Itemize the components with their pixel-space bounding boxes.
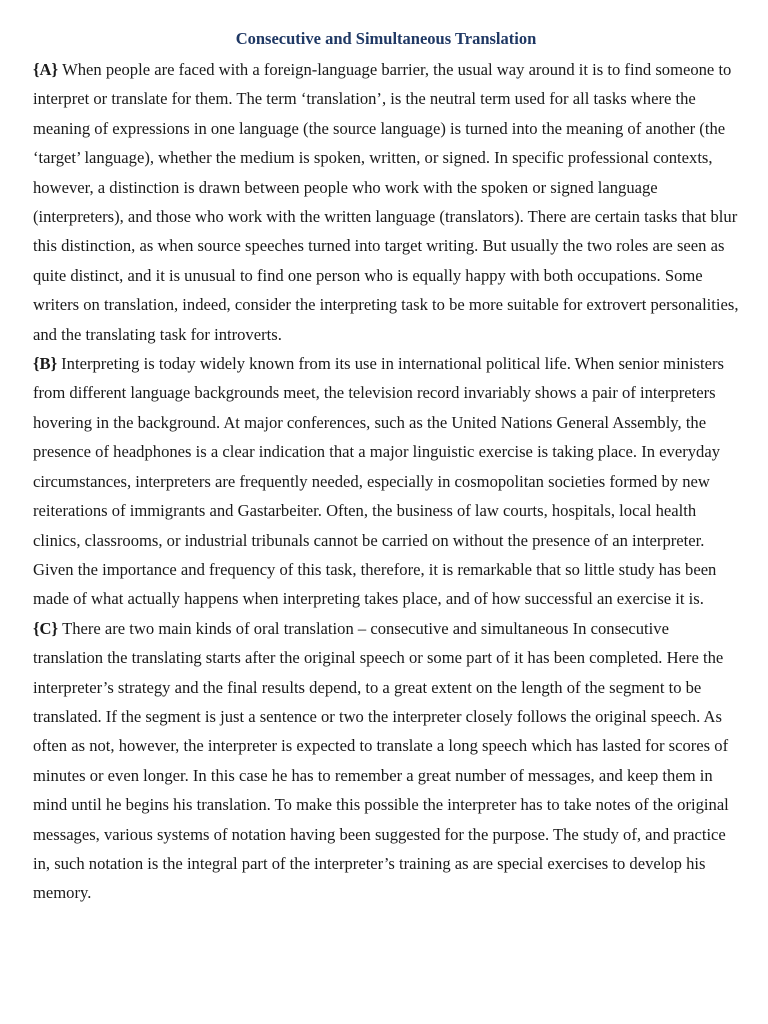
paragraph-text-c: There are two main kinds of oral translation – consecutive and simultaneous In consecutive translation the translating starts after the original speech or some part of it has been completed. Here the interpreter’s strategy and the final results depend, to a great extent on the length of the segment to be translated. If the segment is just a sentence or two the interpreter closely follows the original speech. As often as not, however, the interpreter is expected to translate a long speech which has lasted for scores of minutes or even longer. In this case he has to remember a great number of messages, and keep them in mind until he begins his translation. To make this possible the interpreter has to take notes of the original messages, various systems of notation having been suggested for the purpose. The study of, and practice in, such notation is the integral part of the interpreter’s training as are special exercises to develop his memory.	[33, 618, 729, 903]
document-title: Consecutive and Simultaneous Translation	[235, 29, 537, 48]
paragraph-c	[33, 614, 739, 908]
paragraph-marker-a: {A}	[33, 60, 59, 79]
paragraph-a	[33, 55, 739, 349]
paragraph-text-b: Interpreting is today widely known from its use in international political life. When senior ministers from different language backgrounds meet, the television record invariably shows a pair of interpreters hovering in the background. At major conferences, such as the United Nations General Assembly, the presence of headphones is a clear indication that a major linguistic exercise is taking place. In everyday circumstances, interpreters are frequently needed, especially in cosmopolitan societies formed by new reiterations of immigrants and Gastarbeiter. Often, the business of law courts, hospitals, local health clinics, classrooms, or industrial tribunals cannot be carried on without the presence of an interpreter. Given the importance and frequency of this task, therefore, it is remarkable that so little study has been made of what actually happens when interpreting takes place, and of how successful an exercise it is.	[33, 354, 724, 609]
paragraph-marker-b: {B}	[33, 354, 58, 374]
paragraph-marker-c: {C}	[33, 618, 59, 638]
paragraph-b	[33, 349, 739, 614]
document-page	[33, 26, 739, 908]
paragraph-text-a: When people are faced with a foreign-language barrier, the usual way around it is to find someone to interpret or translate for them. The term ‘translation’, is the neutral term used for all tasks where the meaning of expressions in one language (the source language) is turned into the meaning of another (the ‘target’ language), whether the medium is spoken, written, or signed. In specific professional contexts, however, a distinction is drawn between people who work with the spoken or signed language (interpreters), and those who work with the written language (translators). There are certain tasks that blur this distinction, as when source speeches turned into target writing. But usually the two roles are seen as quite distinct, and it is unusual to find one person who is equally happy with both occupations. Some writers on translation, indeed, consider the interpreting task to be more suitable for extrovert personalities, and the translating task for introverts.	[33, 60, 739, 344]
